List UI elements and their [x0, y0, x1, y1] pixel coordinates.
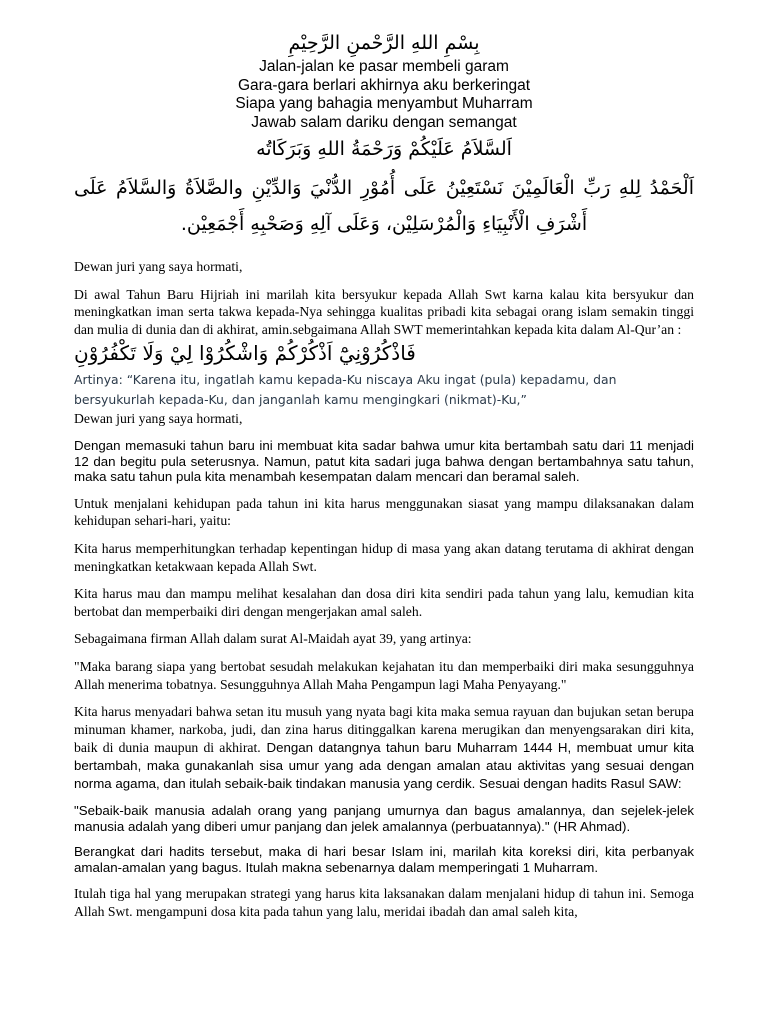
paragraph: Itulah tiga hal yang merupakan strategi yang harus kita laksanakan dalam menjalani hidup di tahun ini. Semoga Allah Swt. mengampuni dosa kita pada tahun yang lalu, meridai ibadah dan amal saleh kita,	[74, 886, 694, 920]
quote: "Maka barang siapa yang bertobat sesudah melakukan kejahatan itu dan memperbaiki diri maka sesungguhnya Allah menerima tobatnya. Sesungguhnya Allah Maha Pengampun lagi Maha Penyayang."	[74, 658, 694, 692]
paragraph-part: Kita harus menyadari bahwa setan itu musuh yang nyata bagi kita maka semua rayuan dan bujukan setan berupa minuman khamer, narkoba, judi, dan zina harus ditinggalkan karena merugikan dan menyengsarakan diri kita, baik di dunia maupun di akhirat.	[74, 704, 694, 756]
pantun	[74, 58, 694, 132]
paragraph	[74, 703, 694, 793]
greeting: Dewan juri yang saya hormati,	[74, 259, 243, 274]
paragraph: Untuk menjalani kehidupan pada tahun ini kita harus menggunakan siasat yang mampu dilaksanakan dalam kehidupan sehari-hari, yaitu:	[74, 495, 694, 529]
paragraph: Kita harus mau dan mampu melihat kesalahan dan dosa diri kita sendiri pada tahun yang lalu, kemudian kita bertobat dan memperbaiki diri dengan mengerjakan amal saleh.	[74, 586, 694, 619]
pantun-line: Jawab salam dariku dengan semangat	[251, 113, 517, 131]
paragraph: Di awal Tahun Baru Hijriah ini marilah kita bersyukur kepada Allah Swt karna kalau kita bersyukur dan meningkatkan iman serta takwa kepada-Nya sehingga kualitas pribadi kita sebagai orang islam semakin tinggi dan mulia di dunia dan di akhirat, amin.sebgaimana Allah SWT memerintahkan kepada kita dalam Al-Qur’an :	[74, 286, 694, 337]
paragraph: Dengan memasuki tahun baru ini membuat kita sadar bahwa umur kita bertambah satu dari 11 menjadi 12 dan begitu pula seterusnya. Namun, patut kita sadari juga bahwa dengan bertambahnya satu tahun, maka satu tahun pula kita menambah kesempatan dalam mencari dan beramal saleh.	[74, 437, 694, 485]
pantun-line: Jalan-jalan ke pasar membeli garam	[259, 58, 509, 75]
paragraph: Kita harus memperhitungkan terhadap kepentingan hidup di masa yang akan datang terutama di akhirat dengan meningkatkan ketakwaan kepada Allah Swt.	[74, 540, 694, 574]
basmala: بِسْمِ اللهِ الرَّحْمنِ الرَّحِيْمِ	[288, 32, 480, 54]
paragraph: Sebagaimana firman Allah dalam surat Al-Maidah ayat 39, yang artinya:	[74, 631, 472, 647]
hadith-quote: "Sebaik-baik manusia adalah orang yang panjang umurnya dan bagus amalannya, dan sejelek-jelek manusia adalah yang diberi umur panjang dan jelek amalannya (perbuatannya)." (HR Ahmad).	[74, 803, 694, 834]
pantun-line: Gara-gara berlari akhirnya aku berkeringat	[237, 76, 531, 94]
verse-translation: Artinya: “Karena itu, ingatlah kamu kepada-Ku niscaya Aku ingat (pula) kepadamu, dan bersyukurlah kepada-Ku, dan janganlah kamu mengingkari (nikmat)-Ku,”	[74, 372, 617, 408]
paragraph-part: Dengan datangnya tahun baru Muharram 1444 H, membuat umur kita bertambah, maka gunakanlah sisa umur yang ada dengan amalan atau aktivitas yang sesuai dengan norma agama, dan itulah sebaik-baik tindakan manusia yang cerdik. Sesuai dengan hadits Rasul SAW:	[74, 740, 694, 792]
quran-verse: فَاذْكُرُوْنِيْٓ اَذْكُرْكُمْ وَاشْكُرُوْا لِيْ وَلَا تَكْفُرُوْنِ	[74, 341, 416, 366]
paragraph: Berangkat dari hadits tersebut, maka di hari besar Islam ini, marilah kita koreksi diri, kita perbanyak amalan-amalan yang bagus. Itulah makna sebenarnya dalam memperingati 1 Muharram.	[74, 844, 694, 875]
salam: اَلسَّلاَمُ عَلَيْكُمْ وَرَحْمَةُ اللهِ وَبَرَكَاتُه	[256, 138, 512, 160]
greeting: Dewan juri yang saya hormati,	[74, 411, 243, 427]
hamdalah: اَلْحَمْدُ لِلهِ رَبِّ الْعَالَمِيْنَ نَسْتَعِيْنُ عَلَى أُمُوْرِ الدُّنْيَ وَالدِّيْنِ والصَّلاَةُ وَالسَّلاَمُ عَلَى أَشْرَفِ الْأَنْبِيَاءِ وَالْمُرْسَلِيْن، وَعَلَى آلِهِ وَصَحْبِهِ أَجْمَعِيْن.	[74, 177, 694, 235]
pantun-line: Siapa yang bahagia menyambut Muharram	[235, 95, 533, 112]
